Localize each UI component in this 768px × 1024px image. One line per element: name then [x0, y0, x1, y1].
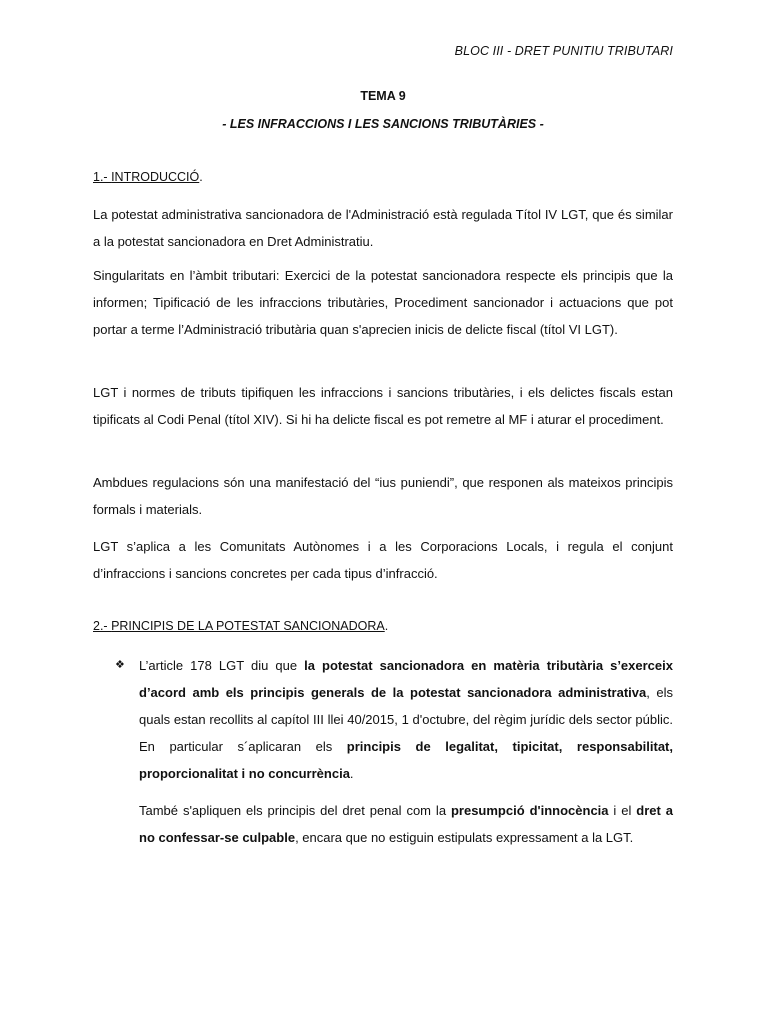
paragraph: Ambdues regulacions són una manifestació del “ius puniendi”, que responen als mateixos principis formals i materials. — [93, 475, 673, 517]
paragraph: Singularitats en l’àmbit tributari: Exercici de la potestat sancionadora respecte els principis que la informen; Tipificació de les infraccions tributàries, Procediment sancionador i actuacions que pot portar a terme l’Administració tributària quan s'aprecien inicis de delicte fiscal (títol VI LGT). — [93, 268, 673, 337]
section-2-number: 2.- — [93, 619, 112, 633]
section-2-title: PRINCIPIS DE LA POTESTAT SANCIONADORA — [111, 619, 385, 633]
running-header: BLOC III - DRET PUNITIU TRIBUTARI — [454, 44, 673, 58]
section-1-trail: . — [199, 170, 203, 184]
bullet-continuation: També s'apliquen els principis del dret penal com la presumpció d'innocència i el dret a no confessar-se culpable, encara que no estiguin estipulats expressament a la LGT. — [139, 803, 673, 845]
section-2-heading — [93, 619, 388, 633]
section-1-title: INTRODUCCIÓ — [111, 170, 200, 184]
section-1-heading — [93, 170, 203, 184]
topic-title: TEMA 9 — [360, 89, 406, 103]
paragraph: La potestat administrativa sancionadora de l'Administració està regulada Títol IV LGT, que és similar a la potestat sancionadora en Dret Administratiu. — [93, 207, 673, 249]
bullet-item: ❖ L’article 178 LGT diu que la potestat sancionadora en matèria tributària s’exerceix d’acord amb els principis generals de la potestat sancionadora administrativa, els quals estan recollits al capítol III llei 40/2015, 1 d'octubre, del règim jurídic dels sector públic. En particular s´aplicaran els principis de legalitat, tipicitat, responsabilitat, proporcionalitat i no concurrència. — [139, 652, 673, 787]
section-2-trail: . — [384, 619, 389, 633]
section-1-number: 1.- — [93, 170, 112, 184]
diamond-bullet-icon: ❖ — [115, 659, 125, 671]
paragraph: LGT s’aplica a les Comunitats Autònomes i a les Corporacions Locals, i regula el conjunt d’infraccions i sancions concretes per cada tipus d’infracció. — [93, 539, 673, 581]
topic-subtitle: - LES INFRACCIONS I LES SANCIONS TRIBUTÀRIES - — [222, 117, 544, 131]
paragraph: LGT i normes de tributs tipifiquen les infraccions i sancions tributàries, i els delictes fiscals estan tipificats al Codi Penal (títol XIV). Si hi ha delicte fiscal es pot remetre al MF i aturar el procediment. — [93, 385, 673, 427]
